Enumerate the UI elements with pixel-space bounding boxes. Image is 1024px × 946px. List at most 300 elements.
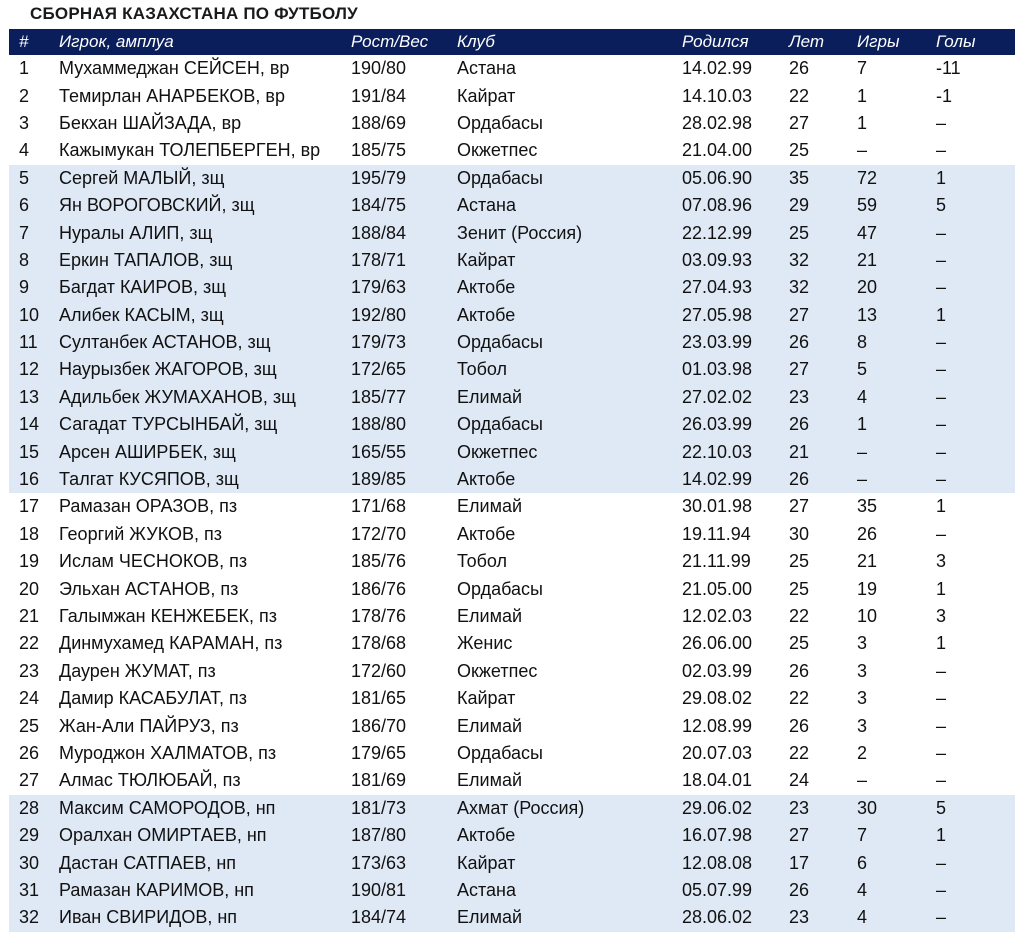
goals-count: – [936,277,947,298]
age-value: 25 [789,140,810,161]
goals-count: 3 [936,606,947,626]
row-number: 26 [19,742,40,763]
club-name: Кайрат [457,85,516,106]
table-row [9,110,1015,137]
table-row [9,630,1015,657]
row-number: 7 [19,222,30,243]
player-name: Нуралы АЛИП, зщ [59,222,213,243]
birth-date: 22.10.03 [682,441,753,462]
row-number: 14 [19,414,40,435]
games-count: 5 [857,359,868,380]
player-name: Галымжан КЕНЖЕБЕК, пз [59,606,277,626]
player-name: Алибек КАСЫМ, зщ [59,304,224,325]
height-weight: 190/81 [351,879,407,900]
age-value: 23 [789,386,810,407]
goals-count: – [936,441,947,462]
birth-date: 02.03.99 [682,660,753,681]
height-weight: 188/69 [351,112,407,133]
height-weight: 188/84 [351,222,407,243]
games-count: – [857,140,868,161]
games-count: 47 [857,222,878,243]
age-value: 27 [789,304,810,325]
player-name: Ислам ЧЕСНОКОВ, пз [59,551,248,572]
goals-count: – [936,469,947,490]
goals-count: 1 [936,633,947,654]
table-row [9,82,1015,109]
club-name: Елимай [457,907,523,928]
club-name: Ордабасы [457,578,543,599]
games-count: 4 [857,386,868,407]
games-count: – [857,441,868,462]
height-weight: 184/75 [351,195,407,216]
club-name: Актобе [457,825,516,846]
table-row [9,192,1015,219]
player-name: Адильбек ЖУМАХАНОВ, зщ [59,386,296,407]
row-number: 4 [19,140,30,161]
age-value: 27 [789,496,810,517]
height-weight: 181/73 [351,797,407,818]
table-row [9,55,1015,82]
club-name: Кайрат [457,852,516,873]
table-row [9,685,1015,712]
table-row [9,795,1015,822]
birth-date: 14.10.03 [682,85,753,106]
age-value: 25 [789,551,810,572]
games-count: 3 [857,715,868,736]
table-row [9,603,1015,630]
birth-date: 26.03.99 [682,414,753,435]
birth-date: 26.06.00 [682,633,753,654]
games-count: – [857,770,868,791]
goals-count: – [936,249,947,270]
row-number: 12 [19,359,40,380]
club-name: Актобе [457,304,516,325]
games-count: 4 [857,879,868,900]
games-count: 10 [857,606,878,626]
table-row [9,904,1015,931]
games-count: 19 [857,578,878,599]
table-row [9,384,1015,411]
table-row [9,493,1015,520]
goals-count: 1 [936,825,947,846]
table-header-row [9,29,1015,55]
club-name: Елимай [457,715,523,736]
row-number: 20 [19,578,40,599]
goals-count: 1 [936,304,947,325]
games-count: 21 [857,551,878,572]
table-row [9,411,1015,438]
player-name: Ян ВОРОГОВСКИЙ, зщ [59,195,255,216]
column-header-club: Клуб [457,32,495,51]
row-number: 2 [19,85,30,106]
goals-count: 3 [936,551,947,572]
games-count: 3 [857,633,868,654]
row-number: 30 [19,852,40,873]
goals-count: – [936,386,947,407]
player-name: Багдат КАИРОВ, зщ [59,277,227,298]
club-name: Женис [457,633,513,654]
club-name: Актобе [457,469,516,490]
height-weight: 185/76 [351,551,407,572]
goals-count: – [936,140,947,161]
height-weight: 178/71 [351,249,407,270]
age-value: 27 [789,112,810,133]
height-weight: 181/65 [351,688,407,709]
goals-count: -11 [936,58,961,79]
height-weight: 192/80 [351,304,407,325]
goals-count: – [936,112,947,133]
age-value: 22 [789,606,810,626]
height-weight: 178/76 [351,606,407,626]
age-value: 32 [789,249,810,270]
row-number: 8 [19,249,30,270]
goals-count: – [936,359,947,380]
goals-count: – [936,715,947,736]
birth-date: 27.05.98 [682,304,753,325]
club-name: Ахмат (Россия) [457,797,585,818]
height-weight: 190/80 [351,58,407,79]
table-row [9,575,1015,602]
games-count: 1 [857,112,868,133]
height-weight: 172/65 [351,359,407,380]
height-weight: 173/63 [351,852,407,873]
height-weight: 171/68 [351,496,407,517]
player-name: Муроджон ХАЛМАТОВ, пз [59,742,277,763]
birth-date: 21.11.99 [682,551,751,572]
height-weight: 186/70 [351,715,407,736]
birth-date: 28.02.98 [682,112,753,133]
height-weight: 172/70 [351,523,407,544]
club-name: Актобе [457,523,516,544]
player-name: Рамазан ОРАЗОВ, пз [59,496,238,517]
goals-count: – [936,414,947,435]
club-name: Актобе [457,277,516,298]
age-value: 30 [789,523,810,544]
age-value: 22 [789,85,810,106]
club-name: Астана [457,879,517,900]
games-count: 4 [857,907,868,928]
player-name: Оралхан ОМИРТАЕВ, нп [59,825,267,846]
games-count: 20 [857,277,878,298]
row-number: 16 [19,469,40,490]
club-name: Кайрат [457,688,516,709]
games-count: 3 [857,660,868,681]
age-value: 17 [789,852,810,873]
table-row [9,165,1015,192]
table-row [9,247,1015,274]
age-value: 25 [789,578,810,599]
age-value: 26 [789,660,810,681]
games-count: 35 [857,496,878,517]
birth-date: 29.08.02 [682,688,753,709]
table-row [9,877,1015,904]
games-count: 7 [857,825,868,846]
player-name: Сагадат ТУРСЫНБАЙ, зщ [59,414,278,435]
player-name: Темирлан АНАРБЕКОВ, вр [59,85,285,106]
birth-date: 28.06.02 [682,907,753,928]
player-name: Рамазан КАРИМОВ, нп [59,879,254,900]
row-number: 24 [19,688,40,709]
column-header-born: Родился [682,32,749,51]
table-row [9,329,1015,356]
age-value: 27 [789,825,810,846]
player-name: Сергей МАЛЫЙ, зщ [59,167,225,188]
player-name: Бекхан ШАЙЗАДА, вр [59,112,242,133]
age-value: 35 [789,167,810,188]
goals-count: 5 [936,195,947,216]
player-name: Арсен АШИРБЕК, зщ [59,441,236,462]
club-name: Астана [457,195,517,216]
row-number: 1 [19,58,30,79]
table-row [9,767,1015,794]
player-name: Дастан САТПАЕВ, нп [59,852,237,873]
birth-date: 03.09.93 [682,249,753,270]
table-row [9,822,1015,849]
age-value: 26 [789,879,810,900]
club-name: Елимай [457,770,523,791]
row-number: 31 [19,879,40,900]
player-name: Султанбек АСТАНОВ, зщ [59,332,271,353]
games-count: 7 [857,58,868,79]
height-weight: 188/80 [351,414,407,435]
games-count: – [857,469,868,490]
table-row [9,548,1015,575]
games-count: 30 [857,797,878,818]
club-name: Окжетпес [457,140,538,161]
player-name: Талгат КУСЯПОВ, зщ [59,469,239,490]
row-number: 25 [19,715,40,736]
games-count: 21 [857,249,878,270]
goals-count: – [936,523,947,544]
row-number: 3 [19,112,30,133]
birth-date: 07.08.96 [682,195,753,216]
age-value: 26 [789,469,810,490]
club-name: Тобол [457,551,508,572]
birth-date: 14.02.99 [682,469,753,490]
goals-count: 5 [936,797,947,818]
page-title: СБОРНАЯ КАЗАХСТАНА ПО ФУТБОЛУ [30,4,358,23]
row-number: 27 [19,770,40,791]
table-row [9,274,1015,301]
birth-date: 12.08.99 [682,715,753,736]
age-value: 24 [789,770,810,791]
height-weight: 185/75 [351,140,407,161]
table-row [9,137,1015,164]
age-value: 22 [789,688,810,709]
birth-date: 01.03.98 [682,359,753,380]
goals-count: 1 [936,167,947,188]
age-value: 26 [789,414,810,435]
height-weight: 179/73 [351,332,407,353]
player-name: Даурен ЖУМАТ, пз [59,660,216,681]
squad-table [9,29,1015,932]
height-weight: 186/76 [351,578,407,599]
column-header-age: Лет [789,32,825,51]
club-name: Астана [457,58,517,79]
column-header-player: Игрок, амплуа [59,32,174,51]
club-name: Ордабасы [457,112,543,133]
table-row [9,466,1015,493]
age-value: 27 [789,359,810,380]
column-header-number: # [19,32,29,51]
row-number: 11 [19,332,38,353]
goals-count: – [936,907,947,928]
games-count: 6 [857,852,868,873]
table-row [9,302,1015,329]
games-count: 72 [857,167,878,188]
player-name: Георгий ЖУКОВ, пз [59,523,222,544]
games-count: 59 [857,195,878,216]
goals-count: -1 [936,85,953,106]
games-count: 1 [857,414,868,435]
age-value: 25 [789,633,810,654]
player-name: Динмухамед КАРАМАН, пз [59,633,283,654]
club-name: Елимай [457,386,523,407]
age-value: 29 [789,195,810,216]
age-value: 26 [789,58,810,79]
player-name: Наурызбек ЖАГОРОВ, зщ [59,359,277,380]
height-weight: 178/68 [351,633,407,654]
birth-date: 27.02.02 [682,386,753,407]
height-weight: 179/65 [351,742,407,763]
club-name: Ордабасы [457,742,543,763]
row-number: 28 [19,797,40,818]
games-count: 3 [857,688,868,709]
birth-date: 12.08.08 [682,852,753,873]
birth-date: 12.02.03 [682,606,753,626]
birth-date: 18.04.01 [682,770,753,791]
height-weight: 185/77 [351,386,407,407]
height-weight: 191/84 [351,85,407,106]
age-value: 21 [789,441,810,462]
club-name: Ордабасы [457,167,543,188]
goals-count: – [936,852,947,873]
age-value: 25 [789,222,810,243]
birth-date: 29.06.02 [682,797,753,818]
row-number: 19 [19,551,40,572]
age-value: 26 [789,715,810,736]
table-row [9,712,1015,739]
row-number: 15 [19,441,40,462]
goals-count: – [936,332,947,353]
birth-date: 21.04.00 [682,140,753,161]
height-weight: 165/55 [351,441,407,462]
birth-date: 21.05.00 [682,578,753,599]
club-name: Зенит (Россия) [457,222,583,243]
goals-count: 1 [936,496,947,517]
club-name: Кайрат [457,249,516,270]
birth-date: 30.01.98 [682,496,753,517]
goals-count: – [936,770,947,791]
games-count: 26 [857,523,878,544]
row-number: 13 [19,386,40,407]
club-name: Елимай [457,496,523,517]
table-row [9,438,1015,465]
table-body [9,55,1015,932]
height-weight: 172/60 [351,660,407,681]
birth-date: 19.11.94 [682,523,751,544]
games-count: 13 [857,304,878,325]
player-name: Максим САМОРОДОВ, нп [59,797,276,818]
row-number: 29 [19,825,40,846]
games-count: 1 [857,85,868,106]
table-row [9,658,1015,685]
player-name: Дамир КАСАБУЛАТ, пз [59,688,247,709]
row-number: 17 [19,496,40,517]
height-weight: 179/63 [351,277,407,298]
row-number: 23 [19,660,40,681]
table-row [9,219,1015,246]
age-value: 26 [789,332,810,353]
goals-count: – [936,879,947,900]
club-name: Ордабасы [457,332,543,353]
birth-date: 23.03.99 [682,332,753,353]
row-number: 6 [19,195,30,216]
birth-date: 16.07.98 [682,825,753,846]
age-value: 32 [789,277,810,298]
age-value: 22 [789,742,810,763]
row-number: 32 [19,907,40,928]
player-name: Жан-Али ПАЙРУЗ, пз [59,715,239,736]
column-header-goals: Голы [936,32,976,51]
goals-count: 1 [936,578,947,599]
height-weight: 195/79 [351,167,407,188]
club-name: Окжетпес [457,660,538,681]
row-number: 18 [19,523,40,544]
table-row [9,356,1015,383]
row-number: 5 [19,167,30,188]
height-weight: 189/85 [351,469,407,490]
birth-date: 14.02.99 [682,58,753,79]
row-number: 9 [19,277,30,298]
table-row [9,521,1015,548]
birth-date: 20.07.03 [682,742,753,763]
height-weight: 187/80 [351,825,407,846]
club-name: Елимай [457,606,523,626]
player-name: Алмас ТЮЛЮБАЙ, пз [59,770,241,791]
goals-count: – [936,222,947,243]
row-number: 21 [19,606,40,626]
birth-date: 27.04.93 [682,277,753,298]
games-count: 2 [857,742,868,763]
birth-date: 22.12.99 [682,222,753,243]
birth-date: 05.07.99 [682,879,753,900]
club-name: Окжетпес [457,441,538,462]
age-value: 23 [789,907,810,928]
player-name: Эльхан АСТАНОВ, пз [59,578,239,599]
goals-count: – [936,688,947,709]
player-name: Еркин ТАПАЛОВ, зщ [59,249,233,270]
club-name: Тобол [457,359,508,380]
table-row [9,740,1015,767]
row-number: 10 [19,304,40,325]
table-row [9,849,1015,876]
height-weight: 184/74 [351,907,407,928]
age-value: 23 [789,797,810,818]
player-name: Кажымукан ТОЛЕПБЕРГЕН, вр [59,140,321,161]
height-weight: 181/69 [351,770,407,791]
games-count: 8 [857,332,868,353]
goals-count: – [936,742,947,763]
column-header-games: Игры [857,32,900,51]
row-number: 22 [19,633,40,654]
player-name: Мухаммеджан СЕЙСЕН, вр [59,58,290,79]
column-header-height-weight: Рост/Вес [351,32,429,51]
birth-date: 05.06.90 [682,167,753,188]
goals-count: – [936,660,947,681]
player-name: Иван СВИРИДОВ, нп [59,907,238,928]
club-name: Ордабасы [457,414,543,435]
